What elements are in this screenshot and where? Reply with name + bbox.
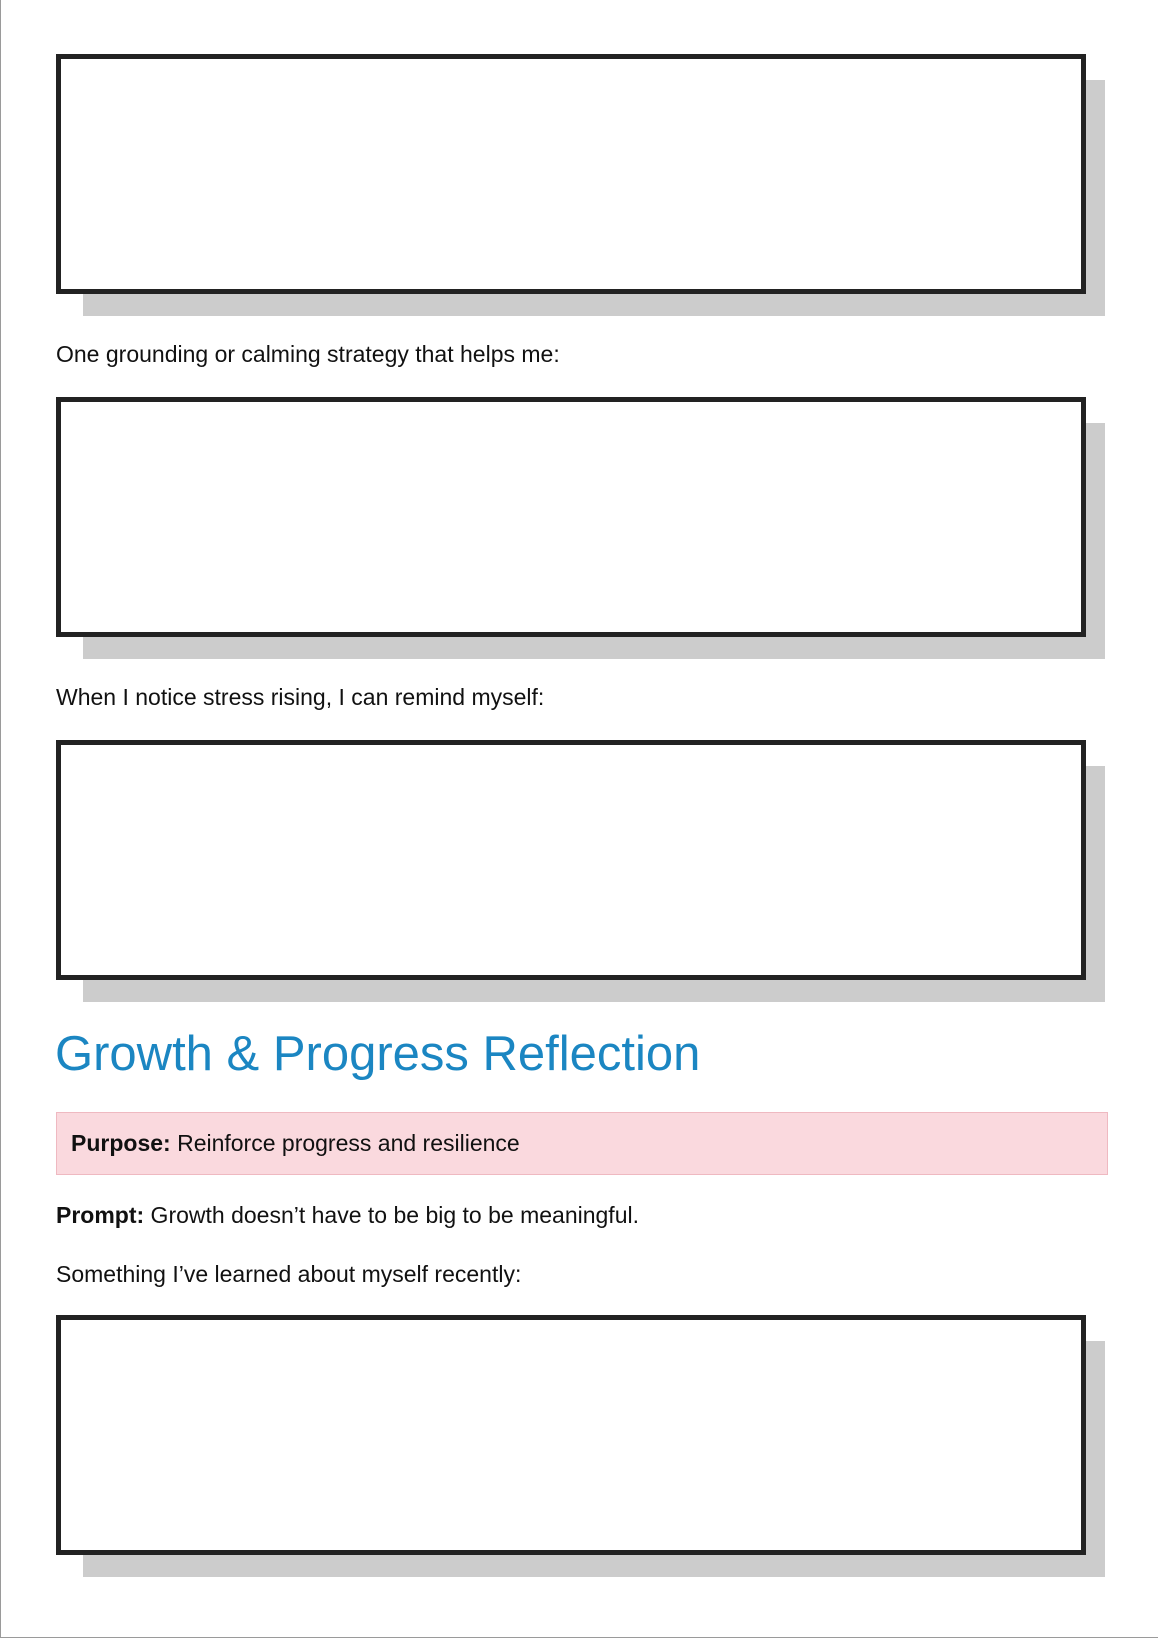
response-area[interactable]: [56, 397, 1086, 637]
response-box-learned-about-myself[interactable]: [56, 1315, 1086, 1555]
prompt-value: Growth doesn’t have to be big to be meaningful.: [144, 1202, 639, 1228]
purpose-callout: [56, 1112, 1108, 1175]
field-label-stress-reminder: When I notice stress rising, I can remind myself:: [56, 684, 545, 710]
section-heading: Growth & Progress Reflection: [55, 1027, 701, 1081]
response-box-1[interactable]: [56, 54, 1086, 294]
response-area[interactable]: [56, 1315, 1086, 1555]
prompt-label: Prompt:: [56, 1202, 145, 1228]
purpose-text: [71, 1129, 520, 1157]
response-area[interactable]: [56, 54, 1086, 294]
prompt-text: [56, 1201, 639, 1229]
response-box-grounding-strategy[interactable]: [56, 397, 1086, 637]
response-area[interactable]: [56, 740, 1086, 980]
response-box-stress-reminder[interactable]: [56, 740, 1086, 980]
field-label-learned-about-myself: Something I’ve learned about myself recently:: [56, 1261, 522, 1287]
purpose-value: Reinforce progress and resilience: [170, 1130, 520, 1156]
purpose-label: Purpose:: [71, 1130, 171, 1156]
field-label-grounding-strategy: One grounding or calming strategy that helps me:: [56, 341, 560, 367]
